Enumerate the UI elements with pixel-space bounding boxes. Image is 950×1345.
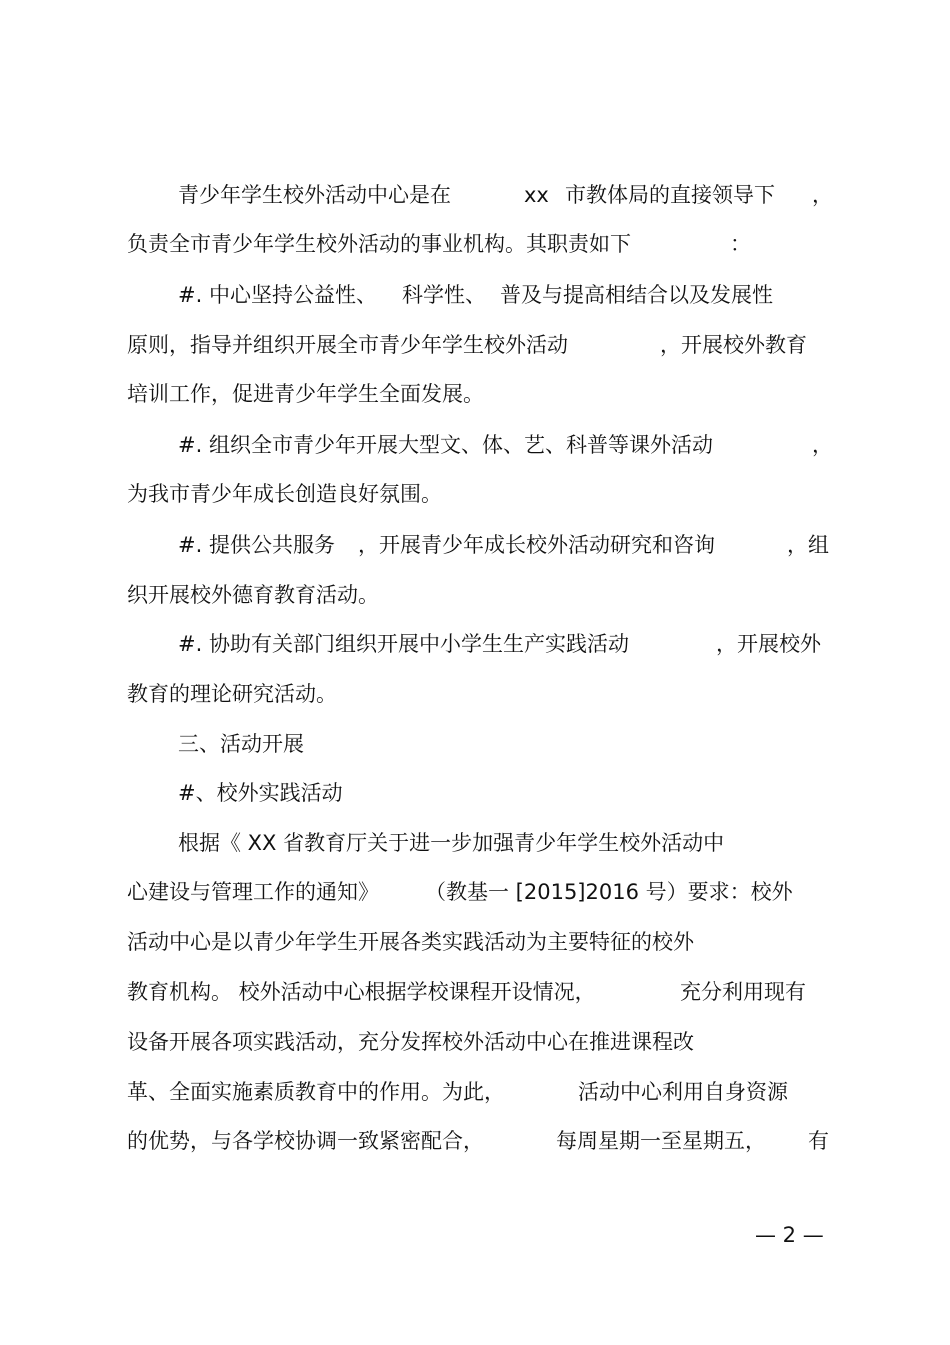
text-segment: 负责全市青少年学生校外活动的事业机构。其职责如下 [127,232,631,256]
text-segment: ， [812,183,833,207]
text-segment: 充分利用现有 [680,980,806,1004]
text-segment: 革、全面实施素质教育中的作用。为此， [127,1080,505,1104]
text-segment: 三、活动开展 [178,732,304,756]
text-segment: ， [812,433,833,457]
text-segment: #. 中心坚持公益性、 [178,283,377,307]
text-segment: #. 提供公共服务 [178,533,335,557]
text-segment: 织开展校外德育教育活动。 [127,583,379,607]
text-segment: 为我市青少年成长创造良好氛围。 [127,482,442,506]
text-segment: 设备开展各项实践活动，充分发挥校外活动中心在推进课程改 [127,1030,694,1054]
text-segment: ，开展校外 [716,632,821,656]
text-segment: 活动中心利用自身资源 [578,1080,788,1104]
text-segment: 教育机构。 校外活动中心根据学校课程开设情况， [127,980,596,1004]
text-segment: 有 [808,1129,829,1153]
text-segment: 市教体局的直接领导下 [565,183,775,207]
text-segment: 根据《 XX 省教育厅关于进一步加强青少年学生校外活动中 [178,831,725,855]
text-segment: ： [730,232,751,256]
text-segment: 普及与提高相结合以及发展性 [500,283,773,307]
text-segment: ，开展青少年成长校外活动研究和咨询 [358,533,715,557]
text-segment: 心建设与管理工作的通知》 [127,880,379,904]
text-segment: #. 组织全市青少年开展大型文、体、艺、科普等课外活动 [178,433,713,457]
text-segment: 活动中心是以青少年学生开展各类实践活动为主要特征的校外 [127,930,694,954]
text-segment: ，开展校外教育 [660,333,807,357]
text-segment: （教基一 [2015]2016 号）要求：校外 [425,880,793,904]
page-number: — 2 — [755,1223,824,1247]
text-segment: 每周星期一至星期五， [556,1129,766,1153]
text-segment: 教育的理论研究活动。 [127,682,337,706]
text-segment: 原则，指导并组织开展全市青少年学生校外活动 [127,333,568,357]
text-segment: 培训工作，促进青少年学生全面发展。 [127,382,484,406]
text-segment: 科学性、 [402,283,486,307]
text-segment: #. 协助有关部门组织开展中小学生生产实践活动 [178,632,629,656]
text-segment: xx [524,183,549,207]
text-segment: 青少年学生校外活动中心是在 [178,183,451,207]
text-segment: #、校外实践活动 [178,781,343,805]
text-segment: ，组 [787,533,829,557]
text-segment: 的优势，与各学校协调一致紧密配合， [127,1129,484,1153]
